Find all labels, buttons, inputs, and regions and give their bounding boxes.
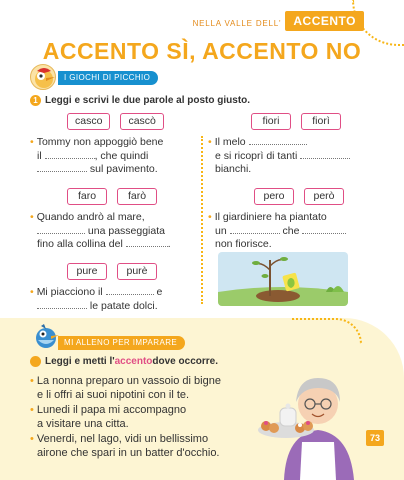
exercise-sentence-1: • Tommy non appoggiò bene il , che quindi sul pavimento.: [30, 136, 164, 175]
pear-tree-illustration: [218, 252, 348, 306]
bullet-dot: •: [208, 136, 212, 148]
section-label-giochi: I GIOCHI DI PICCHIO: [58, 71, 158, 85]
answer-blank[interactable]: [249, 144, 307, 145]
bullet-dot: •: [30, 211, 34, 223]
word-option[interactable]: pure: [67, 263, 107, 280]
answer-blank[interactable]: [302, 233, 346, 234]
exercise-sentence-4: • Il giardiniere ha piantato un che non fiorisce.: [208, 211, 346, 252]
answer-blank[interactable]: [37, 233, 85, 234]
page-title: ACCENTO SÌ, ACCENTO NO: [42, 38, 362, 64]
exercise-sentence-5: • Mi piacciono il e le patate dolci.: [30, 286, 163, 312]
word-pair-faro: [67, 188, 157, 205]
bullet-dot: •: [30, 136, 34, 148]
chapter-header: [193, 10, 364, 32]
word-pair-pure: [67, 263, 157, 280]
word-option[interactable]: farò: [117, 188, 157, 205]
bird-icon: [32, 322, 60, 352]
word-option[interactable]: fiori: [251, 113, 291, 130]
instruction-bullet: [30, 356, 41, 367]
bullet-dot: •: [30, 375, 34, 387]
answer-blank[interactable]: [230, 233, 280, 234]
word-option[interactable]: cascò: [120, 113, 163, 130]
bullet-dot: •: [30, 404, 34, 416]
practice-sentence-3[interactable]: • Venerdi, nel lago, vidi un bellissimo airone che spari in un batter d'occhio.: [30, 433, 220, 459]
instruction-2: Leggi e metti l' accento dove occorre.: [30, 356, 218, 367]
grandma-illustration: [256, 364, 366, 480]
word-option[interactable]: fiorì: [301, 113, 341, 130]
word-pair-pero: [254, 188, 344, 205]
word-option[interactable]: casco: [67, 113, 110, 130]
exercise-sentence-2: • Il melo e si ricoprì di tanti bianchi.: [208, 136, 350, 177]
answer-blank[interactable]: [37, 171, 87, 172]
answer-blank[interactable]: [126, 246, 168, 247]
word-pair-casco: [67, 113, 164, 130]
answer-blank[interactable]: [37, 308, 87, 309]
bullet-dot: •: [30, 433, 34, 445]
bullet-dot: •: [208, 211, 212, 223]
woodpecker-icon: [30, 64, 56, 90]
instruction-1: [30, 95, 250, 106]
word-option[interactable]: purè: [117, 263, 157, 280]
bullet-dot: •: [30, 286, 34, 298]
word-option[interactable]: però: [304, 188, 344, 205]
practice-sentence-2[interactable]: • Lunedi il papa mi accompagno a visitare una citta.: [30, 404, 187, 430]
chapter-tag: ACCENTO: [285, 11, 364, 31]
answer-blank[interactable]: [300, 158, 350, 159]
exercise-sentence-3: • Quando andrò al mare, una passeggiata fino alla collina del .: [30, 211, 171, 250]
practice-sentence-1[interactable]: • La nonna preparo un vassoio di bigne e li offri ai suoi nipotini con il te.: [30, 375, 221, 401]
word-option[interactable]: faro: [67, 188, 107, 205]
accent-keyword: accento: [114, 356, 153, 367]
column-divider: [201, 136, 203, 304]
answer-blank[interactable]: [106, 294, 154, 295]
chapter-subtitle: NELLA VALLE DELL': [192, 18, 282, 28]
instruction-text: Leggi e scrivi le due parole al posto giusto.: [45, 95, 251, 106]
page-number: 73: [366, 430, 384, 446]
instruction-number: 1: [30, 95, 41, 106]
answer-blank[interactable]: [45, 158, 95, 159]
word-option[interactable]: pero: [254, 188, 294, 205]
section-label-allenamento: MI ALLENO PER IMPARARE: [58, 336, 185, 350]
word-pair-fiori: [251, 113, 341, 130]
